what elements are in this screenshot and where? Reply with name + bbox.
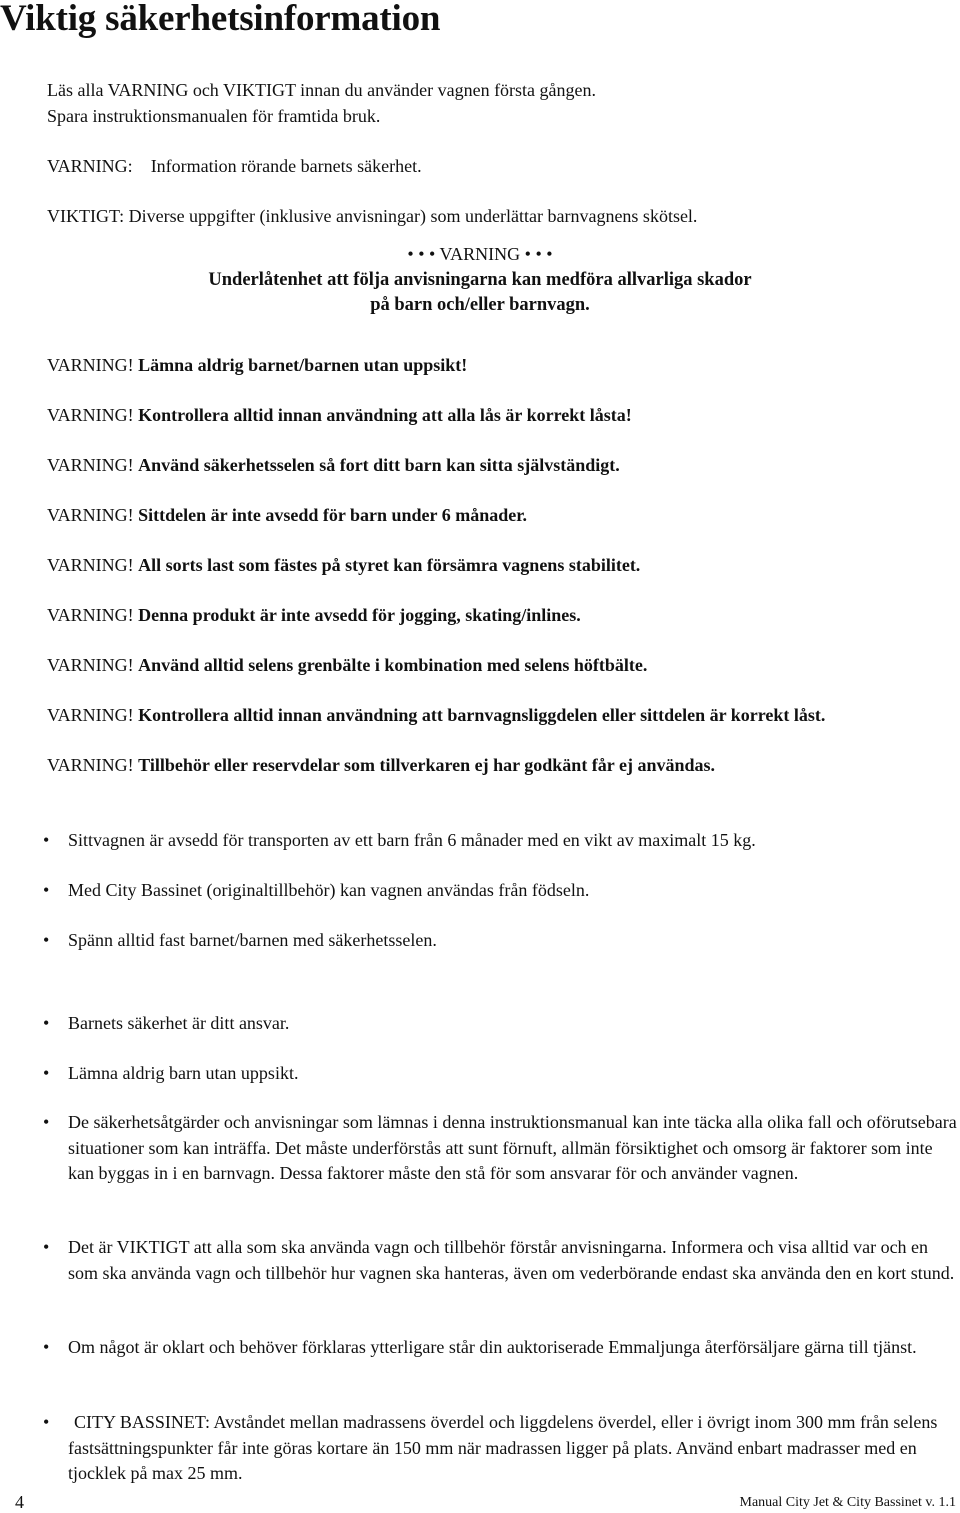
warning-prefix: VARNING! [47, 555, 134, 575]
warning-text: Tillbehör eller reservdelar som tillverkaren ej har godkänt får ej användas. [138, 755, 715, 775]
warning-text: Lämna aldrig barnet/barnen utan uppsikt! [138, 355, 468, 375]
center-warning-heading: • • • VARNING • • • [407, 244, 553, 264]
warning-prefix: VARNING! [47, 355, 134, 375]
center-warning-line-1: Underlåtenhet att följa anvisningarna kan medföra allvarliga skador [208, 270, 752, 290]
list-item-text: CITY BASSINET: Avståndet mellan madrassens överdel och liggdelens överdel, eller i övrigt inom 300 mm från selens fastsättningspunkter får inte göras kortare än 150 mm när madrassen ligger på plats. Använd enbart madrasser med en tjocklek på max 25 mm. [68, 1412, 938, 1483]
bullet-icon: • [43, 1337, 50, 1357]
list-item [43, 1061, 958, 1087]
bullet-icon: • [43, 930, 50, 950]
intro-line-1: Läs alla VARNING och VIKTIGT innan du använder vagnen första gången. [47, 80, 597, 100]
warning-prefix: VARNING! [47, 705, 134, 725]
warning-item [47, 703, 825, 727]
list-item-text: Sittvagnen är avsedd för transporten av ett barn från 6 månader med en vikt av maximalt 15 kg. [68, 830, 756, 850]
list-item [43, 828, 958, 854]
warning-prefix: VARNING! [47, 755, 134, 775]
list-item-text: Lämna aldrig barn utan uppsikt. [68, 1063, 299, 1083]
list-item [43, 878, 958, 904]
bullet-icon: • [43, 1412, 50, 1432]
warning-prefix: VARNING! [47, 655, 134, 675]
warning-item [47, 753, 715, 777]
warning-text: Denna produkt är inte avsedd för jogging, skating/inlines. [138, 605, 581, 625]
bullet-icon: • [43, 880, 50, 900]
viktigt-definition: VIKTIGT: Diverse uppgifter (inklusive anvisningar) som underlättar barnvagnens skötsel. [47, 206, 698, 226]
warning-item [47, 453, 620, 477]
intro-line-2: Spara instruktionsmanualen för framtida bruk. [47, 106, 381, 126]
warning-prefix: VARNING! [47, 605, 134, 625]
warning-prefix: VARNING! [47, 405, 134, 425]
warning-text: Kontrollera alltid innan användning att barnvagnsliggdelen eller sittdelen är korrekt låst. [138, 705, 826, 725]
list-item [43, 1335, 958, 1361]
warning-text: Kontrollera alltid innan användning att alla lås är korrekt låsta! [138, 405, 632, 425]
list-item-text: Barnets säkerhet är ditt ansvar. [68, 1013, 290, 1033]
list-item [43, 1110, 958, 1187]
manual-footer: Manual City Jet & City Bassinet v. 1.1 [739, 1495, 956, 1510]
center-warning-line-2: på barn och/eller barnvagn. [370, 295, 590, 315]
warning-text: Använd alltid selens grenbälte i kombination med selens höftbälte. [138, 655, 648, 675]
list-item-text: Det är VIKTIGT att alla som ska använda vagn och tillbehör förstår anvisningarna. Informera och visa alltid var och en som ska använda vagn och tillbehör hur vagnen ska hanteras, även om vederbörande endast ska använda den en kort stund. [68, 1237, 955, 1283]
bullet-icon: • [43, 1013, 50, 1033]
list-item-text: De säkerhetsåtgärder och anvisningar som lämnas i denna instruktionsmanual kan inte täcka alla olika fall och oförutsebara situationer som kan inträffa. Det måste underförstås att sunt förnuft, allmän försiktighet och omsorg är faktorer som inte kan byggas in i en barnvagn. Dessa faktorer måste den stå för som ansvarar för och använder vagnen. [68, 1112, 957, 1183]
page-number: 4 [15, 1492, 24, 1512]
bullet-icon: • [43, 1237, 50, 1257]
list-item [43, 1235, 958, 1286]
warning-item [47, 503, 527, 527]
warning-text: Använd säkerhetsselen så fort ditt barn kan sitta självständigt. [138, 455, 620, 475]
list-item [43, 1011, 958, 1037]
bullet-icon: • [43, 1112, 50, 1132]
page-title: Viktig säkerhetsinformation [0, 0, 441, 39]
warning-item [47, 553, 640, 577]
list-item [43, 928, 958, 954]
warning-text: All sorts last som fästes på styret kan försämra vagnens stabilitet. [138, 555, 641, 575]
warning-text: Sittdelen är inte avsedd för barn under 6 månader. [138, 505, 528, 525]
warning-item [47, 403, 632, 427]
varning-definition [47, 153, 422, 179]
bullet-icon: • [43, 1063, 50, 1083]
list-item-text: Spänn alltid fast barnet/barnen med säkerhetsselen. [68, 930, 437, 950]
list-item-text: Om något är oklart och behöver förklaras ytterligare står din auktoriserade Emmaljunga återförsäljare gärna till tjänst. [68, 1337, 917, 1357]
varning-definition-label: VARNING: [47, 156, 133, 176]
bullet-icon: • [43, 830, 50, 850]
list-item [43, 1410, 958, 1487]
warning-prefix: VARNING! [47, 455, 134, 475]
varning-definition-text: Information rörande barnets säkerhet. [150, 156, 422, 176]
warning-item [47, 353, 467, 377]
warning-item [47, 653, 647, 677]
warning-prefix: VARNING! [47, 505, 134, 525]
warning-item [47, 603, 581, 627]
list-item-text: Med City Bassinet (originaltillbehör) kan vagnen användas från födseln. [68, 880, 590, 900]
